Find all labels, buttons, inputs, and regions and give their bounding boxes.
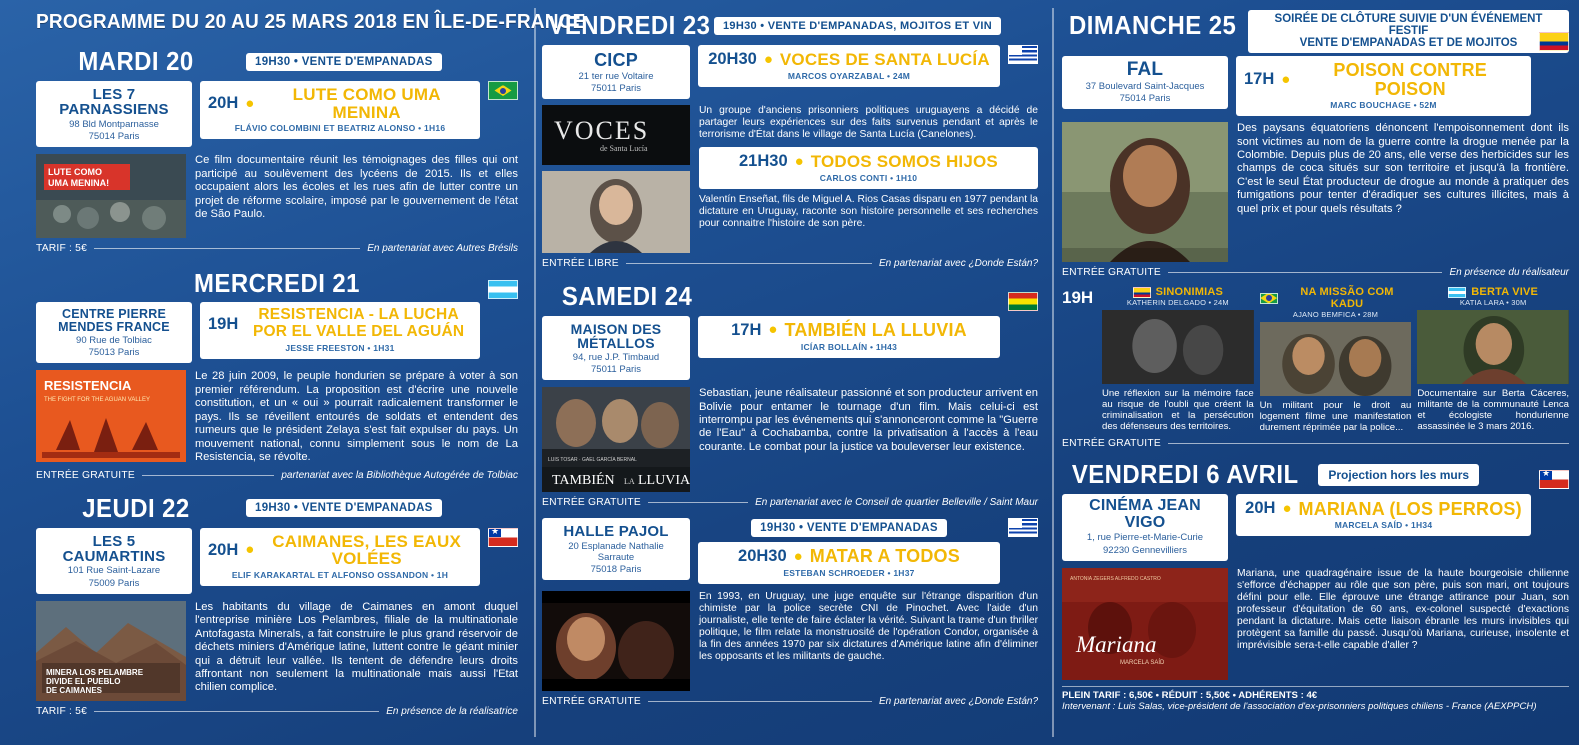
- partner-info: partenariat avec la Bibliothèque Autogérée de Tolbiac: [281, 469, 518, 481]
- venue-box: [36, 302, 192, 363]
- venue-address-line1: 90 Rue de Tolbiac: [76, 335, 152, 347]
- film-title: TAMBIÉN LA LLUVIA: [784, 320, 967, 341]
- svg-text:Mariana: Mariana: [1076, 631, 1157, 657]
- venue-address-line2: 92230 Gennevilliers: [1103, 544, 1187, 556]
- venue-name: MAISON DES MÉTALLOS: [570, 320, 662, 352]
- screening-time: 20H: [1245, 499, 1276, 518]
- divider: [94, 248, 360, 249]
- footer-row: [542, 258, 1038, 269]
- column-two: [528, 0, 1048, 745]
- film-poster-voces: [542, 105, 690, 165]
- speaker-info: Intervenant : Luis Salas, vice-président de l'association d'ex-prisonniers politiques chiliens - France (AEXPPCH): [1062, 701, 1537, 713]
- venue-name: HALLE PAJOL: [563, 523, 669, 541]
- empanadas-banner: 19H30 • VENTE D'EMPANADAS: [246, 53, 442, 71]
- short-poster: [1417, 310, 1569, 384]
- svg-text:DE CAIMANES: DE CAIMANES: [46, 685, 103, 695]
- film-description: Mariana, une quadragénaire issue de la haute bourgeoisie chilienne s'efforce d'échapper au rôle que son père, puis son mari, ont toujours défini pour elle. Elle éprouve une étrange attirance pour Juan, son professeur d'équitation de 60 ans, ex-colonel suspecté d'exactions pendant la dictature. Mais cette liaison ébranle les murs invisibles qui protègent sa famille du passé. Jusqu'où Mariana, curieuse, insolente et imprévisible sera-t-elle capable d'aller ?: [1237, 567, 1569, 652]
- svg-text:TAMBIÉN: TAMBIÉN: [552, 473, 615, 489]
- short-description: Une réflexion sur la mémoire face au risque de l'oubli que créent la criminalisation et la persécution des défenseurs des territoires.: [1102, 388, 1254, 433]
- film-description: Un groupe d'anciens prisonniers politiques uruguayens a décidé de partager leurs expériences sur des faits survenus pendant et après le terrorisme d'État dans le village de Santa Lucía (Canelones).: [699, 104, 1038, 141]
- venue-name: CENTRE PIERRE MENDES FRANCE: [58, 307, 170, 335]
- day-block-dimanche-25: [1062, 10, 1569, 449]
- venue-name: CINÉMA JEAN VIGO: [1089, 497, 1201, 531]
- partner-info: En partenariat avec le Conseil de quartier Belleville / Saint Maur: [755, 497, 1038, 509]
- empanadas-banner: 19H30 • VENTE D'EMPANADAS: [246, 499, 442, 517]
- venue-address-line1: 1, rue Pierre-et-Marie-Curie: [1086, 532, 1204, 544]
- flag-chile-icon: [1539, 470, 1569, 489]
- film-box: 17H ● TAMBIÉN LA LLUVIA ICÍAR BOLLAÍN • 1H43: [698, 316, 1000, 358]
- film-title: TODOS SOMOS HIJOS: [810, 151, 998, 171]
- footer-row: [1062, 438, 1569, 449]
- film-director: ELIF KARAKARTAL ET ALFONSO OSSANDON • 1H: [231, 569, 449, 580]
- svg-text:LA: LA: [624, 477, 635, 487]
- day-block-samedi-24: [542, 281, 1038, 508]
- short-film-2: [1260, 286, 1412, 433]
- svg-text:ANTONIA ZEGERS ALFREDO: ANTONIA ZEGERS ALFREDO CASTRO: [1070, 575, 1161, 582]
- svg-text:VOCES: VOCES: [554, 115, 650, 145]
- day-heading: VENDREDI 23: [548, 10, 711, 40]
- partner-info: En présence de la réalisatrice: [386, 705, 518, 717]
- film-director: MARC BOUCHAGE • 52M: [1330, 100, 1437, 111]
- screening-time: 20H30: [708, 50, 757, 68]
- partner-info: En partenariat avec ¿Donde Están?: [879, 257, 1038, 269]
- venue-name: CICP: [594, 50, 638, 70]
- film-poster: [1062, 122, 1228, 262]
- venue-address-line2: 75011 Paris: [591, 82, 641, 94]
- price-info: PLEIN TARIF : 6,50€ • RÉDUIT : 5,50€ • ADHÉRENTS : 4€: [1062, 689, 1318, 701]
- partner-info: En partenariat avec Autres Brésils: [367, 243, 518, 255]
- film-director: CARLOS CONTI • 1H10: [819, 173, 918, 184]
- divider: [648, 701, 872, 702]
- day-block-halle-pajol: [542, 518, 1038, 707]
- venue-box: [36, 528, 192, 594]
- price-info: ENTRÉE GRATUITE: [1062, 267, 1161, 279]
- venue-address-line2: 75013 Paris: [88, 347, 140, 359]
- film-poster: [36, 154, 186, 238]
- screening-time: 20H: [208, 540, 239, 559]
- short-director: KATIA LARA • 30M: [1459, 298, 1527, 308]
- film-poster: [1062, 568, 1228, 680]
- film-box: 20H ● CAIMANES, LES EAUX VOLÉES ELIF KARAKARTAL ET ALFONSO OSSANDON • 1H: [200, 528, 480, 586]
- divider: [648, 502, 748, 503]
- venue-box: [542, 316, 690, 380]
- short-director: KATHERIN DELGADO • 24M: [1126, 298, 1229, 308]
- shorts-time: 19H: [1062, 288, 1094, 308]
- film-title: MATAR A TODOS: [809, 546, 960, 567]
- short-description: Un militant pour le droit au logement filme une manifestation durement réprimée par la police...: [1259, 400, 1412, 434]
- flag-bolivia-icon: [1008, 292, 1038, 311]
- price-info: ENTRÉE LIBRE: [542, 257, 619, 269]
- footer-row: [36, 470, 518, 481]
- day-block-vendredi-6-avril: [1062, 459, 1569, 712]
- footer-row: [36, 706, 518, 717]
- short-poster: [1102, 310, 1254, 384]
- film-description: Des paysans équatoriens dénoncent l'empoisonnement dont ils sont victimes au nom de la guerre contre la drogue menée par la Colombie. Depuis plus de 20 ans, elle verse des herbicides sur les champs de coca situés sur son territoire et jusqu'à la frontière. C'est le seul État producteur de drogue au monde à pratiquer des fumigations pour tenter d'éradiquer ses cultures illicites, mais à quel prix et pour quels résultats ?: [1237, 122, 1569, 215]
- film-description: En 1993, en Uruguay, une juge enquête sur l'étrange disparition d'un chimiste par la police secrète CNI de Pinochet. Avec l'aide d'un journaliste, elle tente de faire éclater la vérité. Suivant la trame d'un thriller politique, le film relate la monstruosité de l'opération Condor, organisée à la fin des années 1970 par six dictatures d'Amérique latine afin d'éliminer les opposants et les militants de gauche.: [699, 591, 1038, 663]
- flag-colombia-icon: [1539, 32, 1569, 51]
- short-title: NA MISSÃO COM KADU: [1300, 286, 1394, 311]
- film-director: MARCELA SAÍD • 1H34: [1334, 520, 1433, 531]
- flag-uruguay-icon: [1008, 45, 1038, 64]
- svg-text:LUTE COMO: LUTE COMO: [48, 167, 102, 178]
- screening-time: 17H: [1244, 70, 1275, 89]
- film-description-2: Valentín Enseñat, fils de Miguel A. Rios Casas disparu en 1977 pendant la dictature en Uruguay, raconte son histoire personnelle et ses recherches pour connaitre l'histoire de son père.: [699, 194, 1038, 230]
- short-film-3: [1417, 286, 1569, 433]
- venue-name: FAL: [1126, 59, 1164, 80]
- divider: [94, 711, 379, 712]
- film-box: 20H30 ● MATAR A TODOS ESTEBAN SCHROEDER • 1H37: [698, 542, 1000, 584]
- venue-address-line1: 101 Rue Saint-Lazare: [67, 565, 161, 577]
- film-box: [200, 302, 480, 358]
- day-heading: MERCREDI 21: [194, 268, 360, 299]
- film-box: 17H ● POISON CONTRE POISON MARC BOUCHAGE • 52M: [1236, 56, 1531, 116]
- short-poster: [1260, 322, 1412, 396]
- price-info: ENTRÉE GRATUITE: [542, 497, 641, 509]
- film-title: RESISTENCIA - LA LUCHA POR EL VALLE DEL AGUÁN: [252, 306, 465, 341]
- svg-text:LLUVIA: LLUVIA: [638, 473, 690, 489]
- flag-uruguay-icon: [1008, 518, 1038, 537]
- film-title: MARIANA (LOS PERROS): [1298, 498, 1522, 519]
- venue-address-line1: 20 Esplanade Nathalie Sarraute: [568, 540, 664, 563]
- short-film-1: [1102, 286, 1254, 433]
- film-title: LUTE COMO UMA MENINA: [292, 85, 441, 122]
- screening-time: 19H: [208, 314, 239, 333]
- film-director: JESSE FREESTON • 1H31: [285, 342, 395, 353]
- page-title: PROGRAMME DU 20 AU 25 MARS 2018 EN ÎLE-DE-FRANCE: [36, 10, 586, 33]
- price-info: TARIF : 5€: [36, 243, 88, 255]
- flag-brazil-icon: [488, 81, 518, 100]
- day-heading: MARDI 20: [78, 46, 194, 76]
- screening-time: 20H: [208, 94, 239, 112]
- divider: [626, 263, 872, 264]
- film-title: POISON CONTRE POISON: [1333, 60, 1487, 99]
- film-description: Le 28 juin 2009, le peuple hondurien se prépare à voter à son premier référendum. La proposition est d'écrire une nouvelle constitution, et un « oui » pourrait radicalement transformer le pays. Ils se réveillent entourés de soldats et entendent des rumeurs que le président Zelaya s'est fait expulser du pays. Un mouvement national, connu simplement sous le nom de La Resistencia, se révolte.: [195, 370, 518, 464]
- flag-brazil-icon: [1260, 293, 1278, 304]
- film-director: ICÍAR BOLLAÍN • 1H43: [800, 341, 898, 352]
- screening-time: 20H30: [738, 547, 787, 566]
- shorts-strip: [1062, 286, 1569, 433]
- svg-text:de Santa Lucía: de Santa Lucía: [600, 143, 648, 153]
- day-heading: JEUDI 22: [82, 492, 190, 523]
- venue-box: [1062, 494, 1228, 560]
- film-box: 20H ● MARIANA (LOS PERROS) MARCELA SAÍD • 1H34: [1236, 494, 1531, 536]
- film-description: Ce film documentaire réunit les témoignages des filles qui ont participé au soulèvement des lycéens de 2015. Ils et elles occupaient alors les écoles et les rues afin de lutter contre un projet de réforme scolaire, imposé par le gouvernement de l'état de São Paulo.: [195, 154, 518, 221]
- venue-address-line1: 94, rue J.P. Timbaud: [572, 351, 660, 363]
- screening-time: 17H: [731, 320, 762, 339]
- presence-info: En présence du réalisateur: [1449, 267, 1569, 279]
- price-info: ENTRÉE GRATUITE: [1062, 438, 1161, 450]
- venue-box: [36, 81, 192, 147]
- venue-address-line2: 75011 Paris: [591, 363, 641, 375]
- closing-night-line2: VENTE D'EMPANADAS ET DE MOJITOS: [1299, 37, 1518, 49]
- price-info: ENTRÉE GRATUITE: [36, 469, 135, 481]
- flag-honduras-icon: [1448, 287, 1466, 298]
- svg-text:DIVIDE EL PUEBLO: DIVIDE EL PUEBLO: [46, 676, 121, 686]
- svg-text:MARCELA SAÍD: MARCELA SAÍD: [1120, 659, 1165, 666]
- film-poster: [36, 370, 186, 462]
- day-heading: DIMANCHE 25: [1069, 10, 1237, 40]
- flag-colombia-icon: [1133, 287, 1151, 298]
- partner-info: En partenariat avec ¿Donde Están?: [879, 696, 1038, 708]
- empanadas-banner: 19H30 • VENTE D'EMPANADAS, MOJITOS ET VIN: [714, 17, 1001, 35]
- film-poster-todos-somos-hijos: [542, 171, 690, 253]
- day-heading: VENDREDI 6 AVRIL: [1071, 459, 1299, 490]
- film-director: MARCOS OYARZABAL • 24M: [787, 71, 911, 81]
- divider: [1168, 443, 1569, 444]
- closing-night-line1: SOIRÉE DE CLÔTURE SUIVIE D'UN ÉVÉNEMENT FESTIF: [1274, 13, 1543, 37]
- venue-box: [1062, 56, 1228, 109]
- film-poster: [36, 601, 186, 701]
- venue-name: LES 5 CAUMARTINS: [62, 532, 166, 565]
- film-poster: [542, 591, 690, 691]
- film-box: 20H ● LUTE COMO UMA MENINA FLÁVIO COLOMBINI ET BEATRIZ ALONSO • 1H16: [200, 81, 480, 139]
- closing-night-banner: [1248, 10, 1569, 53]
- venue-address-line2: 75014 Paris: [88, 131, 140, 143]
- venue-name: LES 7 PARNASSIENS: [59, 86, 169, 119]
- film-box: 20H30 ● VOCES DE SANTA LUCÍA MARCOS OYARZABAL • 24M: [698, 45, 1000, 87]
- flag-honduras-icon: [488, 280, 518, 299]
- film-description: Sebastian, jeune réalisateur passionné et son producteur arrivent en Bolivie pour entamer le tournage d'un film. Mais celui-ci est interrompu par les événements qui s'annonceront comme la "Guerre de l'Eau" à Cochabamba, contre la privatisation à l'accès à l'eau courante. Le combat pour la justice va bouleverser leur existence.: [699, 387, 1038, 453]
- film-title: VOCES DE SANTA LUCÍA: [779, 49, 990, 69]
- day-block-mardi-20: [36, 46, 518, 254]
- venue-address-line1: 98 Bld Montparnasse: [69, 118, 159, 130]
- film-director: FLÁVIO COLOMBINI ET BEATRIZ ALONSO • 1H16: [234, 123, 446, 133]
- venue-address-line1: 21 ter rue Voltaire: [578, 70, 654, 82]
- svg-text:THE FIGHT FOR THE AGUAN VALLEY: THE FIGHT FOR THE AGUAN VALLEY: [44, 397, 151, 404]
- short-title: BERTA VIVE: [1471, 286, 1539, 299]
- footer-row: [1062, 267, 1569, 278]
- svg-text:MINERA LOS PELAMBRE: MINERA LOS PELAMBRE: [46, 667, 144, 677]
- screening-time: 21H30: [739, 152, 788, 171]
- price-info: ENTRÉE GRATUITE: [542, 696, 641, 708]
- hors-les-murs-tag: Projection hors les murs: [1318, 464, 1479, 486]
- svg-text:RESISTENCIA: RESISTENCIA: [44, 378, 132, 394]
- short-description: Documentaire sur Berta Cáceres, militante de la communauté Lenca et écologiste hondurienne assassinée le 3 mars 2016.: [1417, 388, 1570, 433]
- venue-address-line2: 75018 Paris: [590, 564, 642, 575]
- price-info: TARIF : 5€: [36, 705, 88, 717]
- venue-box: [542, 518, 690, 580]
- venue-address-line1: 37 Boulevard Saint-Jacques: [1085, 80, 1205, 92]
- film-title: CAIMANES, LES EAUX VOLÉES: [272, 531, 462, 568]
- film-director: ESTEBAN SCHROEDER • 1H37: [783, 568, 915, 579]
- divider: [1168, 272, 1443, 273]
- svg-text:LUIS TOSAR · GAEL GARCÍA BERNA: LUIS TOSAR · GAEL GARCÍA BERNAL: [548, 457, 637, 464]
- footer-row: [542, 497, 1038, 508]
- divider: [142, 475, 274, 476]
- short-title: SINONIMIAS: [1155, 286, 1224, 299]
- day-heading: SAMEDI 24: [561, 280, 693, 311]
- venue-box: [542, 45, 690, 99]
- footer-row: [36, 243, 518, 254]
- empanadas-banner: 19H30 • VENTE D'EMPANADAS: [751, 519, 947, 537]
- column-three: [1048, 0, 1579, 745]
- venue-address-line2: 75009 Paris: [88, 577, 140, 589]
- day-block-mercredi-21: [36, 268, 518, 480]
- film-box-2: 21H30 ● TODOS SOMOS HIJOS CARLOS CONTI • 1H10: [699, 147, 1038, 189]
- venue-address-line2: 75014 Paris: [1119, 92, 1171, 104]
- svg-text:UMA MENINA!: UMA MENINA!: [48, 178, 110, 189]
- short-director: AJANO BEMFICA • 28M: [1292, 310, 1379, 320]
- day-block-jeudi-22: [36, 493, 518, 717]
- footer-row: [542, 696, 1038, 707]
- flag-chile-icon: [488, 528, 518, 547]
- film-poster: [542, 387, 690, 492]
- pricing-block: [1062, 686, 1569, 713]
- film-description: Les habitants du village de Caimanes en amont duquel l'entreprise minière Los Pelambres, filiale de la multinationale Antofagasta Minerals, a fait construire le plus grand réservoir de déchets miniers d'Amérique latine, luttent contre le géant minier qui a détruit leur vallée. Ils tentent de défendre leurs droits affrontant non seulement la multinationale mais aussi l'Etat chilien complice.: [195, 600, 518, 694]
- day-block-vendredi-23: [542, 10, 1038, 269]
